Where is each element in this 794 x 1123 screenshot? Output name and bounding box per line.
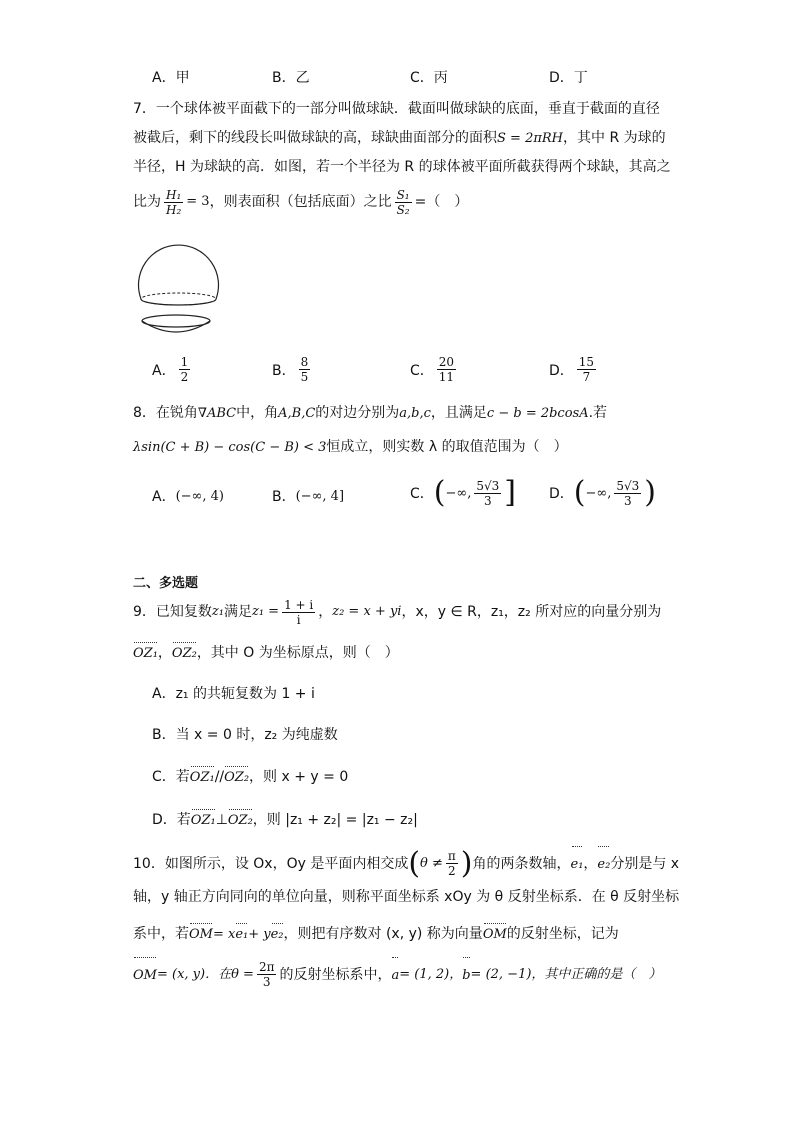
sphere-segment-figure [133,233,223,343]
q6-option-d[interactable]: D．丁 [549,70,588,86]
q9-option-a[interactable]: A．z₁ 的共轭复数为 1 + i [152,686,315,702]
q8-sides: a,b,c [399,406,431,421]
q9-line-2: OZ₁，OZ₂，其中 O 为坐标原点，则（ ） [133,641,399,664]
q6-option-a[interactable]: A．甲 [152,70,190,86]
q9-option-b[interactable]: B．当 x = 0 时，z₂ 为纯虚数 [152,727,338,743]
q8-option-c[interactable]: C． ( −∞, $\frac{5√3}{3}$ ] [410,475,516,510]
q7-options [152,355,712,391]
q7-line-4 [133,185,468,219]
q7-area-formula: S = 2πRH [497,131,564,146]
q7-text: 被截后，剩下的线段长叫做球缺的高，球缺曲面部分的面积 [133,130,497,146]
q7-option-c[interactable]: C． $\frac{20}{11}$ [410,355,455,384]
unit-vector-e1: e₁ [571,845,584,882]
q10-line-2: 轴，y 轴正方向同向的单位向量，则称平面坐标系 xOy 为 θ 反射坐标系．在 θ 反射坐标 [133,889,680,905]
q6-option-c[interactable]: C．丙 [410,70,448,86]
q8-line-1: 8．在锐角∇ABC中，角A,B,C的对边分别为a,b,c，且满足c − b = 2bcosA.若 [133,405,608,421]
q7-option-b[interactable]: B． $\frac{8}{5}$ [272,355,309,384]
q9-option-c[interactable]: C．若OZ₁//OZ₂，则 x + y = 0 [152,765,348,788]
q7-option-d[interactable]: D． $\frac{15}{7}$ [549,355,595,384]
q7-line-2 [133,128,666,149]
q8-option-a[interactable]: A． (−∞, 4) [152,488,224,505]
q10-line-1: 10．如图所示，设 Ox，Oy 是平面内相交成 ( θ ≠ $\frac{\pi}{2}$ ) 角的两条数轴， e₁ ， e₂ 分别是与 x [133,845,680,881]
vector-a: a [391,956,399,993]
q7-text: ，其中 R 为球的 [563,130,666,146]
q8-triangle: ∇ABC [197,406,237,421]
vector-b: b [462,956,470,993]
q9-line-1: 9．已知复数 z₁ 满足 z₁ = $\frac{1 + i}{i}$ ， z₂ = x + yi ，x，y ∈ R，z₁，z₂ 所对应的向量分别为 [133,597,662,627]
q10-line-4: OM = (x, y)．在 θ = $\frac{2\pi}{3}$ 的反射坐标系中， a = (1, 2)， b = (2, −1)，其中正确的是（ ） [133,956,661,993]
q9-option-d[interactable]: D．若OZ₁⊥OZ₂，则 |z₁ + z₂| = |z₁ − z₂| [152,808,418,831]
q7-area-ratio: $\frac{\text{S₁}}{\text{S₂}}$ [396,187,410,217]
q6-option-b[interactable]: B．乙 [272,70,310,86]
q7-text: =（ ） [414,194,469,210]
q8-inequality: λsin(C + B) − cos(C − B) < 3 [133,440,327,455]
q8-line-2: λsin(C + B) − cos(C − B) < 3恒成立，则实数 λ 的取值范围为（ ） [133,439,568,455]
q8-option-b[interactable]: B． (−∞, 4] [272,488,345,505]
lower-cap-base [142,315,210,327]
vector-oz2: OZ₂ [172,641,197,664]
q7-text: ，则表面积（包括底面）之比 [209,194,392,210]
q7-option-a[interactable]: A． $\frac{1}{2}$ [152,355,189,384]
q10-line-3: 系中，若OM= xe₁+ ye₂，则把有序数对 (x, y) 称为向量OM的反射坐标，记为 [133,922,619,945]
q8-options [152,475,712,522]
q8-condition: c − b = 2bcosA [486,406,589,421]
q8-option-d[interactable]: D． ( −∞, $\frac{5√3}{3}$ ) [549,475,656,510]
upper-sphere-cap [139,245,219,299]
q7-line-1: 7．一个球体被平面截下的一部分叫做球缺．截面叫做球缺的底面，垂直于截面的直径 [133,101,660,117]
section-title-multi-choice: 二、多选题 [133,576,199,591]
q7-text: 比为 [133,194,161,210]
unit-vector-e2: e₂ [597,845,610,882]
q7-line-3: 半径，H 为球缺的高．如图，若一个半径为 R 的球体被平面所截获得两个球缺，其高之 [133,159,671,175]
vector-oz1: OZ₁ [133,641,158,664]
q7-height-ratio: $\frac{\text{H₁}}{\text{H₂}}$ [166,187,182,217]
section-front-edge [141,299,216,305]
q8-angles: A,B,C [278,406,316,421]
q7-ratio-value: = 3 [186,194,210,209]
